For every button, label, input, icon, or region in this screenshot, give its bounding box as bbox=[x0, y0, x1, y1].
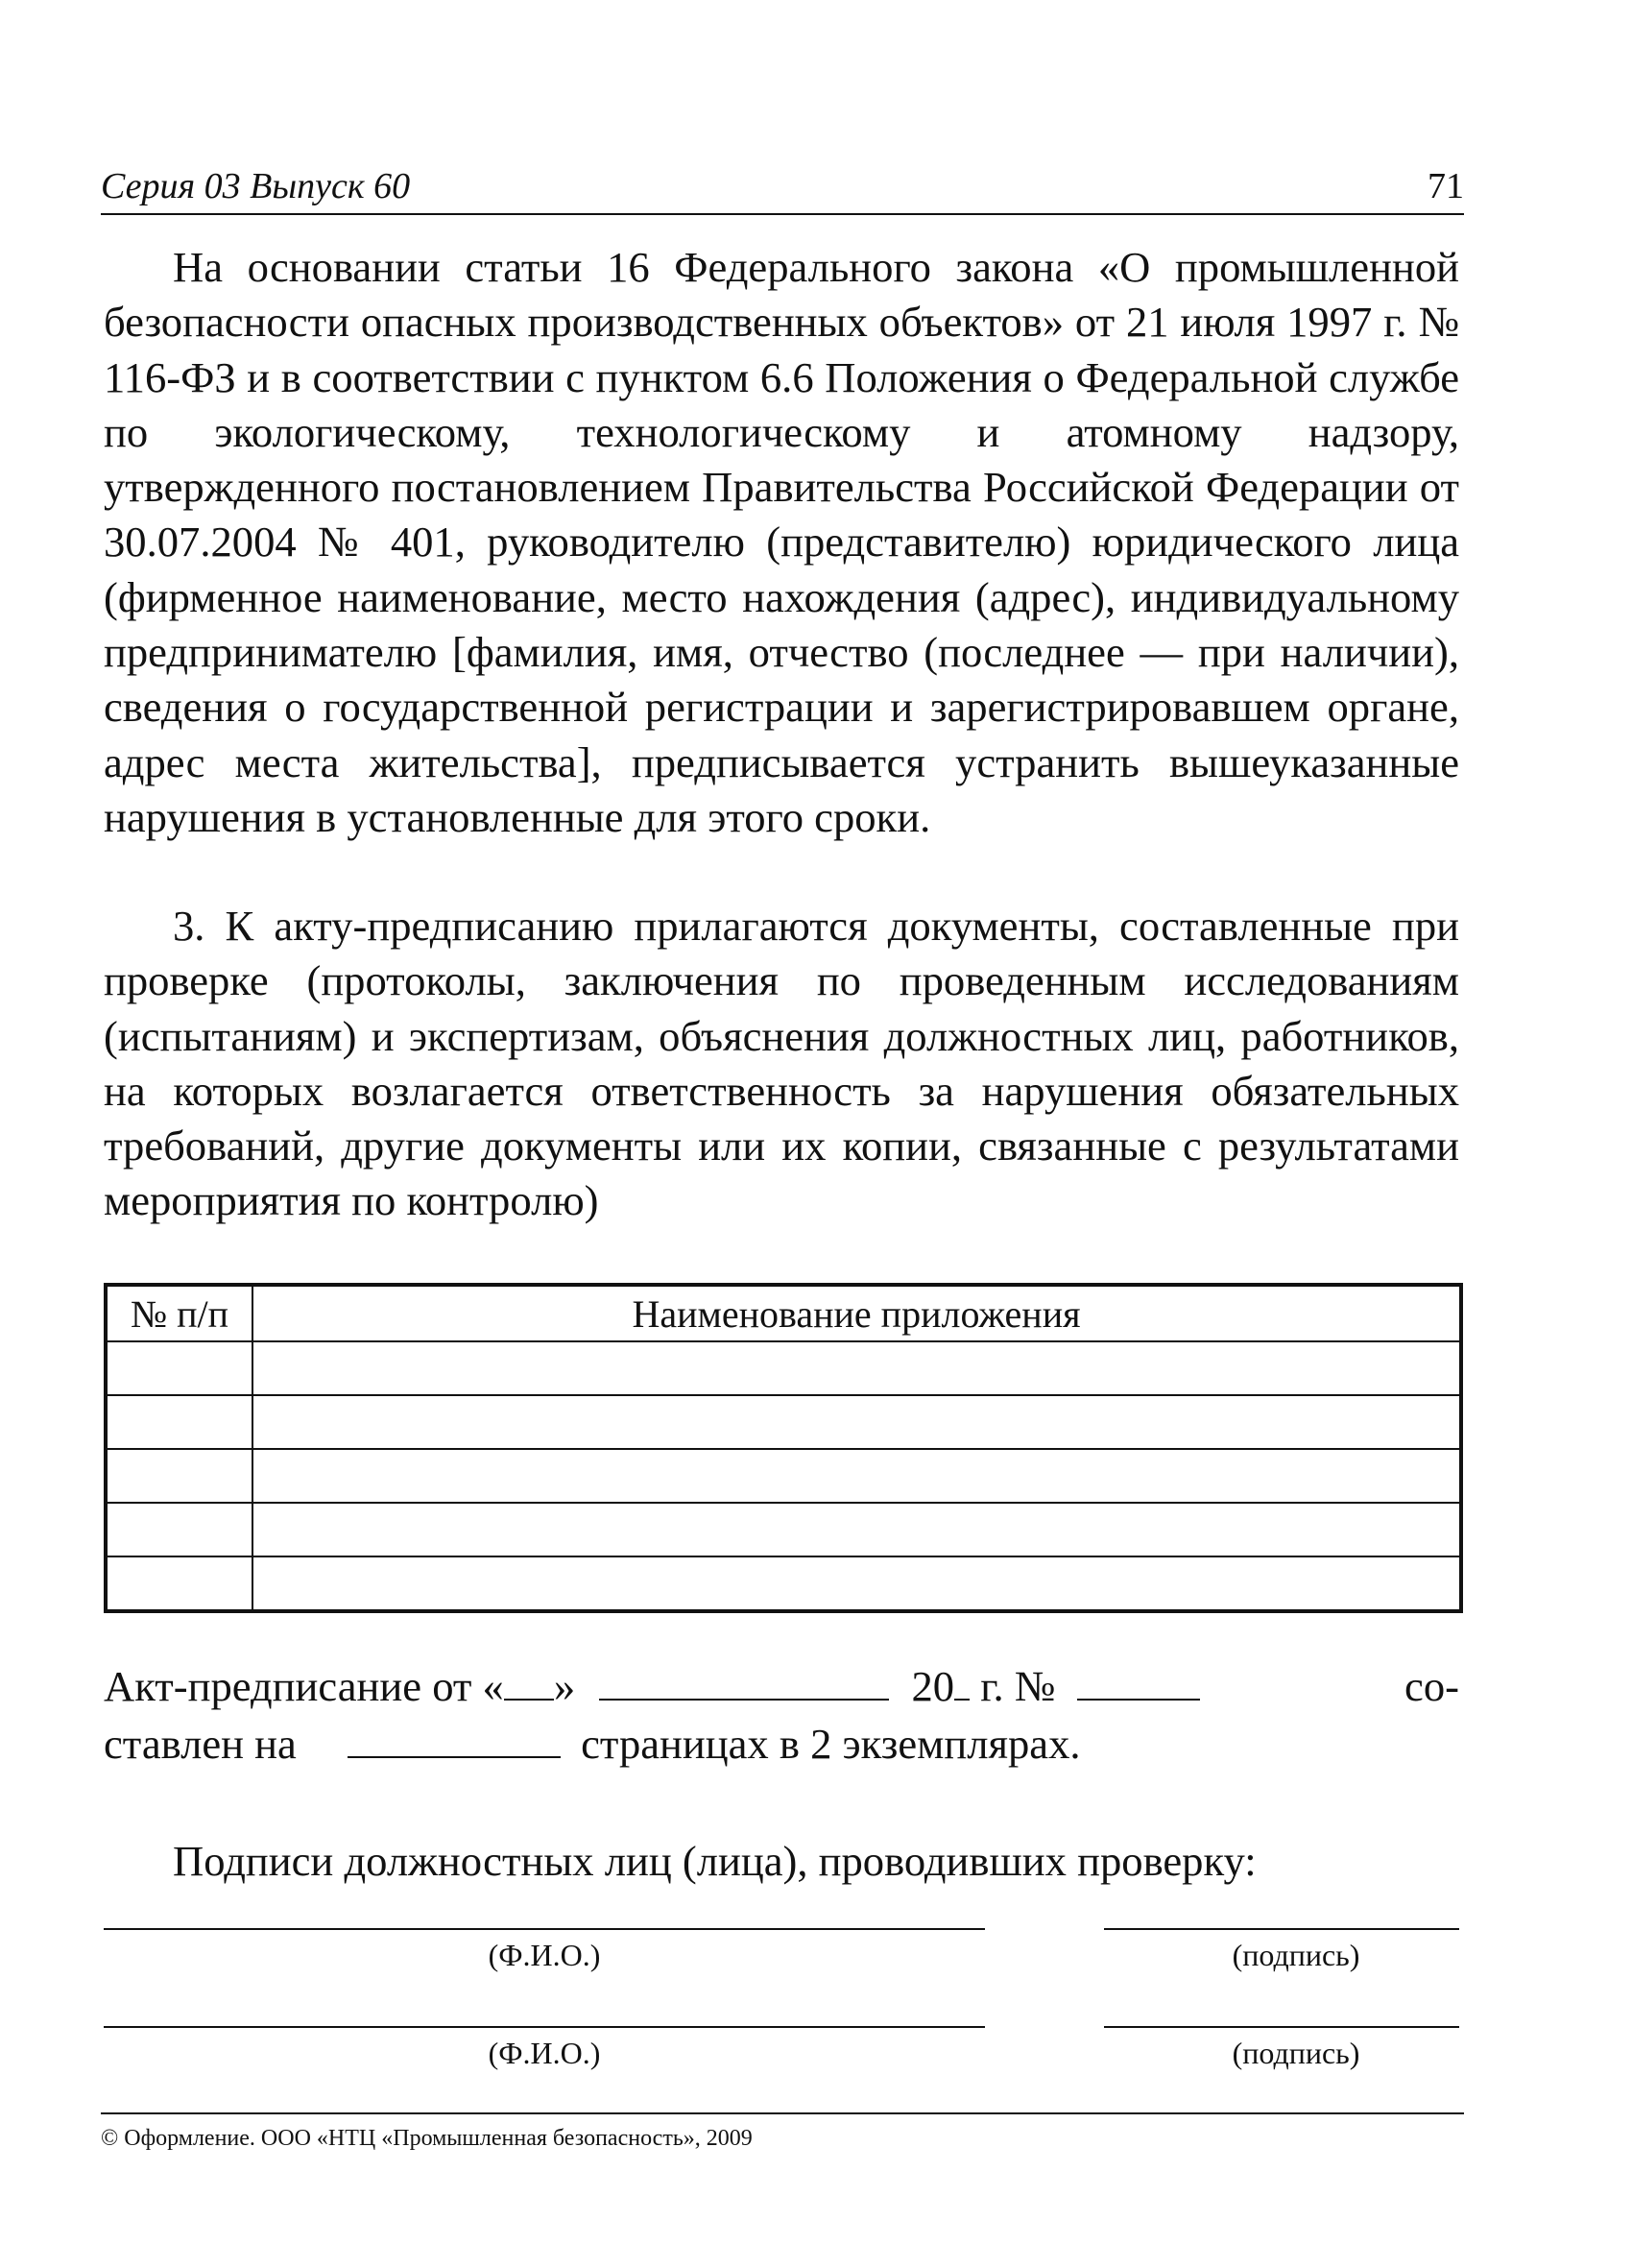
fio-label-1: (Ф.И.О.) bbox=[488, 1938, 601, 1972]
row-name-cell bbox=[252, 1341, 1461, 1395]
fio-line-2 bbox=[104, 2026, 985, 2028]
table-row bbox=[106, 1395, 1461, 1449]
act-year-prefix: 20 bbox=[911, 1662, 955, 1710]
row-name-cell bbox=[252, 1395, 1461, 1449]
page-number: 71 bbox=[1428, 166, 1464, 206]
series-title: Серия 03 Выпуск 60 bbox=[101, 166, 411, 206]
year-blank bbox=[954, 1660, 970, 1701]
fio-line-1 bbox=[104, 1928, 985, 1930]
row-name-cell bbox=[252, 1449, 1461, 1503]
signature-label-1: (подпись) bbox=[1232, 1938, 1360, 1972]
table-row bbox=[106, 1556, 1461, 1611]
row-name-cell bbox=[252, 1503, 1461, 1556]
row-number-cell bbox=[106, 1449, 252, 1503]
table-row bbox=[106, 1341, 1461, 1395]
fio-label-2: (Ф.И.О.) bbox=[488, 2036, 601, 2070]
copyright-footer: © Оформление. ООО «НТЦ «Промышленная безопасность», 2009 bbox=[101, 2112, 1464, 2152]
act-year-suffix: г. № bbox=[970, 1662, 1056, 1710]
pages-count-blank bbox=[348, 1718, 561, 1758]
page-header bbox=[101, 161, 1464, 215]
paragraph-legal-basis: На основании статьи 16 Федерального закона «О промышленной безопасности опасных производственных объектов» от 21 июля 1997 г. № 116-ФЗ и в соответствии с пунктом 6.6 Положения о Федеральной службе по экологическому, технологическому и атомному надзору, утвержденного постановлением Правительства Российской Федерации от 30.07.2004 № 401, руководителю (представителю) юридического лица (фирменное наименование, место нахождения (адрес), индивидуальному предпринимателю [фамилия, имя, отчество (последнее — при наличии), сведения о государственной регистрации и зарегистрировавшем органе, адрес места жительства], предписывается устранить вышеуказанные нарушения в установленные для этого сроки. bbox=[104, 243, 1459, 841]
signature-label-2: (подпись) bbox=[1232, 2036, 1360, 2070]
month-blank bbox=[599, 1660, 889, 1701]
signature-line-1 bbox=[1104, 1928, 1459, 1930]
table-header-row bbox=[106, 1285, 1461, 1341]
act-prefix: Акт-предписание от « bbox=[104, 1662, 504, 1710]
paragraph-attachments: 3. К акту-предписанию прилагаются документы, составленные при проверке (протоколы, заключения по проведенным исследованиям (испытаниям) и экспертизам, объяснения должностных лиц, работников, на которых возлагается ответственность за нарушения обязательных требований, другие документы или их копии, связанные с результатами мероприятия по контролю) bbox=[104, 902, 1459, 1225]
row-name-cell bbox=[252, 1556, 1461, 1611]
day-blank bbox=[504, 1660, 554, 1701]
table-row bbox=[106, 1503, 1461, 1556]
act-tail: со- bbox=[1404, 1662, 1459, 1710]
act-line-2 bbox=[104, 1717, 1459, 1771]
signatures-title: Подписи должностных лиц (лица), проводивших проверку: bbox=[173, 1837, 1257, 1885]
column-header-name: Наименование приложения bbox=[252, 1285, 1461, 1341]
act-line2-suffix: страницах в 2 экземплярах. bbox=[581, 1720, 1081, 1768]
row-number-cell bbox=[106, 1341, 252, 1395]
act-line-1 bbox=[104, 1659, 1459, 1713]
act-quote-close: » bbox=[553, 1662, 576, 1710]
row-number-cell bbox=[106, 1395, 252, 1449]
column-header-number: № п/п bbox=[106, 1285, 252, 1341]
signature-line-2 bbox=[1104, 2026, 1459, 2028]
row-number-cell bbox=[106, 1556, 252, 1611]
act-line2-prefix: ставлен на bbox=[104, 1720, 297, 1768]
attachments-table bbox=[104, 1283, 1463, 1613]
act-number-blank bbox=[1077, 1660, 1200, 1701]
table-row bbox=[106, 1449, 1461, 1503]
row-number-cell bbox=[106, 1503, 252, 1556]
